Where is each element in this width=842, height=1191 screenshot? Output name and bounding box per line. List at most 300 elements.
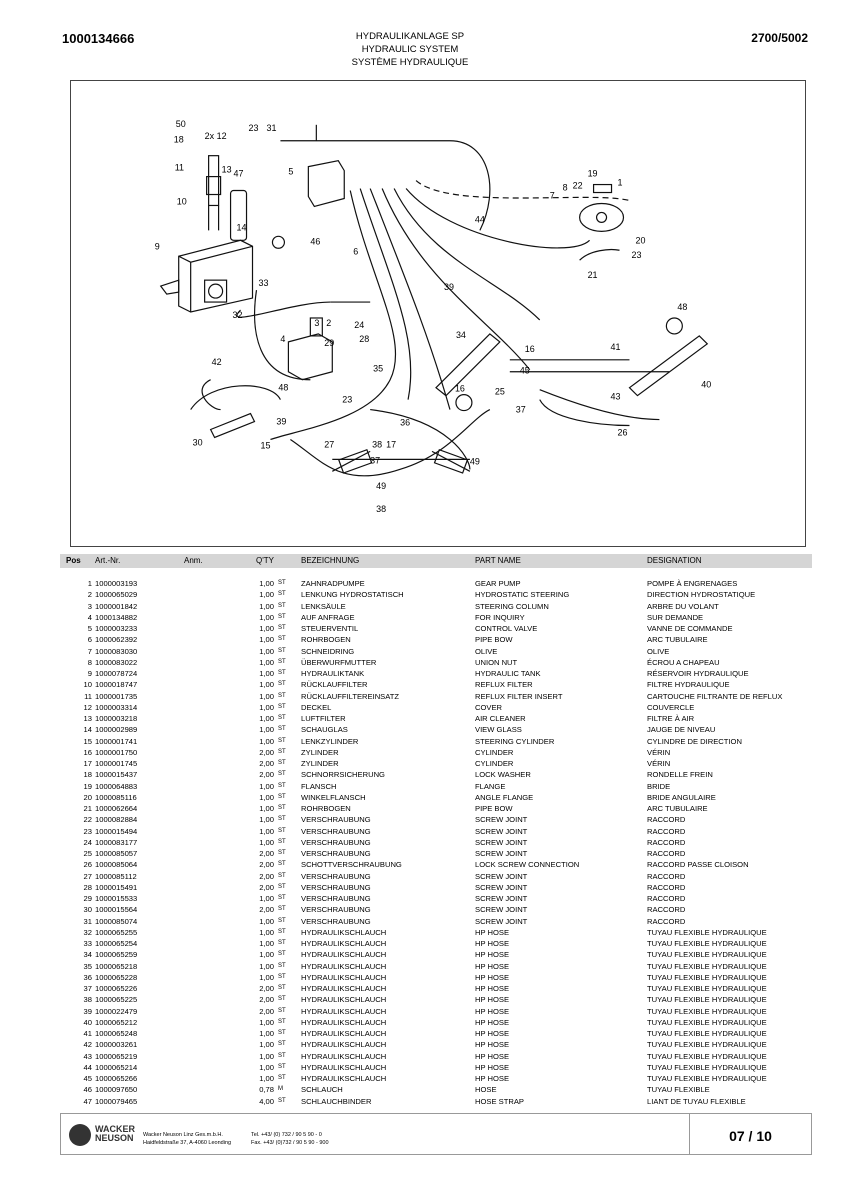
cell-de: RÜCKLAUFFILTEREINSATZ: [301, 691, 400, 701]
cell-de: ZAHNRADPUMPE: [301, 579, 365, 588]
title-de: HYDRAULIKANLAGE SP: [355, 31, 465, 42]
cell-fr: POMPE À ENGRENAGES: [647, 579, 738, 588]
cell-pos: 35: [83, 961, 92, 971]
table-row: [60, 702, 812, 713]
cell-en: SCREW JOINT: [475, 871, 528, 881]
cell-article: 1000065228: [95, 972, 138, 982]
cell-fr: BRIDE: [647, 781, 671, 791]
cell-qty: 1,00: [259, 579, 274, 588]
table-row: [60, 589, 812, 600]
cell-qty: 1,00: [259, 972, 274, 982]
cylinder-left-shape: [436, 334, 500, 396]
table-row: [60, 837, 812, 848]
cell-qty: 2,00: [259, 849, 274, 858]
cell-en: HP HOSE: [475, 927, 510, 937]
callout-44: 44: [474, 214, 485, 225]
cell-unit: ST: [278, 760, 286, 766]
cell-fr: RACCORD: [647, 882, 686, 892]
cell-qty: 1,00: [259, 646, 274, 656]
callout-23: 23: [631, 250, 642, 261]
cell-unit: ST: [278, 681, 286, 688]
cell-fr: TUYAU FLEXIBLE HYDRAULIQUE: [647, 1006, 767, 1016]
callout-33: 33: [258, 278, 269, 289]
cell-article: 1000083030: [95, 646, 138, 656]
cell-unit: ST: [278, 872, 286, 879]
callout-2: 2: [326, 317, 332, 328]
cell-unit: ST: [278, 647, 286, 654]
cell-de: HYDRAULIKSCHLAUCH: [301, 1017, 387, 1027]
cell-unit: ST: [278, 895, 286, 901]
cell-en: OLIVE: [475, 646, 498, 656]
table-row: [60, 859, 812, 870]
callout-23: 23: [248, 122, 259, 133]
table-row: [60, 578, 812, 589]
table-row: [60, 691, 812, 702]
contact-info: [251, 1131, 329, 1147]
cell-article: 1000065226: [95, 984, 138, 993]
cell-en: PIPE BOW: [475, 635, 513, 645]
cell-fr: ÉCROU A CHAPEAU: [647, 657, 720, 667]
cell-qty: 1,00: [259, 680, 274, 690]
cell-qty: 1,00: [259, 950, 274, 960]
cell-de: VERSCHRAUBUNG: [301, 882, 371, 892]
table-row: [60, 769, 812, 780]
cell-article: 1000003233: [95, 624, 138, 633]
cell-qty: 1,00: [259, 736, 274, 746]
cell-fr: RACCORD: [647, 905, 686, 915]
table-row: [60, 1073, 812, 1084]
title-fr: SYSTÈME HYDRAULIQUE: [351, 57, 469, 68]
cell-article: 1000015564: [95, 905, 138, 915]
cell-unit: ST: [278, 613, 286, 620]
cell-fr: RÉSERVOIR HYDRAULIQUE: [647, 669, 749, 678]
cell-pos: 40: [83, 1017, 92, 1027]
cell-en: AIR CLEANER: [475, 714, 526, 723]
callout-39: 39: [443, 282, 454, 293]
callout-7: 7: [549, 190, 555, 201]
cell-de: ZYLINDER: [301, 747, 339, 757]
callout-36: 36: [400, 417, 411, 428]
cell-unit: ST: [278, 1075, 286, 1081]
table-row: [60, 612, 812, 623]
cell-pos: 45: [83, 1074, 92, 1083]
cell-unit: ST: [278, 805, 286, 811]
cell-fr: RACCORD PASSE CLOISON: [647, 860, 749, 870]
callout-2x: 2x: [204, 130, 215, 141]
cell-fr: TUYAU FLEXIBLE HYDRAULIQUE: [647, 972, 767, 982]
cell-de: SCHAUGLAS: [301, 725, 348, 735]
cell-en: FOR INQUIRY: [475, 612, 525, 622]
cell-en: PIPE BOW: [475, 804, 513, 813]
table-row: [60, 916, 812, 927]
cell-article: 1000079465: [95, 1096, 138, 1106]
cell-pos: 24: [83, 837, 92, 847]
cell-qty: 1,00: [259, 1074, 274, 1083]
cell-fr: TUYAU FLEXIBLE HYDRAULIQUE: [647, 1029, 767, 1038]
cell-article: 1000134882: [95, 612, 138, 622]
col-pos: Pos: [66, 556, 81, 565]
cell-fr: ARC TUBULAIRE: [647, 804, 708, 813]
cell-pos: 36: [83, 972, 92, 982]
cell-pos: 23: [83, 826, 92, 836]
cell-qty: 2,00: [259, 882, 274, 892]
cell-de: HYDRAULIKTANK: [301, 669, 365, 678]
cell-pos: 20: [83, 792, 92, 802]
cell-pos: 9: [87, 669, 92, 678]
cell-fr: VÉRIN: [647, 759, 671, 768]
col-note: Anm.: [184, 556, 203, 565]
cell-en: HP HOSE: [475, 1074, 510, 1083]
cell-unit: ST: [278, 670, 286, 676]
cylinder-right-shape: [629, 336, 707, 396]
cell-de: VERSCHRAUBUNG: [301, 871, 371, 881]
cell-unit: ST: [278, 748, 286, 755]
cell-article: 1000003314: [95, 702, 138, 712]
callout-46: 46: [310, 236, 321, 247]
cell-qty: 2,00: [259, 905, 274, 915]
callout-5: 5: [288, 166, 294, 177]
cell-en: LOCK WASHER: [475, 770, 531, 780]
cell-en: COVER: [475, 702, 503, 712]
cell-fr: SUR DEMANDE: [647, 612, 704, 622]
callout-16: 16: [524, 343, 535, 354]
cell-unit: ST: [278, 861, 286, 868]
cell-pos: 42: [83, 1040, 92, 1050]
cell-fr: BRIDE ANGULAIRE: [647, 792, 716, 802]
table-row: [60, 848, 812, 859]
cell-pos: 7: [87, 646, 92, 656]
cell-en: HP HOSE: [475, 995, 510, 1005]
cell-fr: TUYAU FLEXIBLE HYDRAULIQUE: [647, 1051, 767, 1061]
callout-14: 14: [236, 222, 247, 233]
table-header: [60, 554, 812, 568]
cell-unit: ST: [278, 703, 286, 710]
callout-38: 38: [376, 504, 387, 515]
callout-32: 32: [232, 309, 243, 320]
fax: Fax. +43/ (0)732 / 90 5 90 - 900: [251, 1140, 329, 1146]
callout-18: 18: [173, 134, 184, 145]
cell-fr: VANNE DE COMMANDE: [647, 624, 733, 633]
cell-en: HYDROSTATIC STEERING: [475, 590, 570, 600]
callout-27: 27: [324, 439, 335, 450]
cell-en: HP HOSE: [475, 950, 510, 960]
table-row: [60, 1006, 812, 1017]
cell-article: 1000065266: [95, 1074, 138, 1083]
telephone: Tel. +43/ (0) 732 / 90 5 90 - 0: [251, 1132, 322, 1138]
cell-de: ROHRBOGEN: [301, 635, 351, 645]
cell-de: HYDRAULIKSCHLAUCH: [301, 939, 387, 948]
col-qty: Q'TY: [256, 556, 274, 565]
cell-pos: 11: [84, 691, 92, 701]
cell-en: GEAR PUMP: [475, 579, 521, 588]
table-row: [60, 781, 812, 792]
cell-article: 1000001735: [95, 691, 138, 701]
cell-de: HYDRAULIKSCHLAUCH: [301, 1062, 387, 1072]
cell-fr: ARBRE DU VOLANT: [647, 601, 719, 611]
cell-unit: ST: [278, 692, 286, 699]
cell-pos: 22: [83, 815, 92, 825]
table-row: [60, 634, 812, 645]
table-row: [60, 601, 812, 612]
cell-de: AUF ANFRAGE: [301, 612, 355, 622]
callout-47: 47: [233, 168, 244, 179]
cell-en: ANGLE FLANGE: [475, 792, 534, 802]
callout-30: 30: [192, 437, 203, 448]
cell-fr: RACCORD: [647, 837, 686, 847]
callout-9: 9: [154, 241, 160, 252]
cell-en: HP HOSE: [475, 1051, 510, 1061]
table-row: [60, 1096, 812, 1107]
callout-11: 11: [174, 162, 185, 173]
col-article: Art.-Nr.: [95, 556, 121, 565]
cell-en: HP HOSE: [475, 1062, 510, 1072]
cell-de: SCHLAUCHBINDER: [301, 1096, 372, 1106]
cell-de: HYDRAULIKSCHLAUCH: [301, 961, 387, 971]
table-row: [60, 871, 812, 882]
cell-qty: 1,00: [259, 691, 274, 701]
cell-pos: 29: [83, 894, 92, 903]
cell-unit: ST: [278, 771, 286, 778]
cell-article: 1000065248: [95, 1029, 138, 1038]
cell-pos: 3: [87, 601, 92, 611]
cell-en: FLANGE: [475, 781, 506, 791]
cell-article: 1000065255: [95, 927, 138, 937]
cell-pos: 34: [83, 950, 92, 960]
cell-de: VERSCHRAUBUNG: [301, 894, 371, 903]
table-row: [60, 882, 812, 893]
cell-fr: TUYAU FLEXIBLE HYDRAULIQUE: [647, 961, 767, 971]
cell-de: HYDRAULIKSCHLAUCH: [301, 984, 387, 993]
page-title: [260, 30, 560, 69]
cell-de: STEUERVENTIL: [301, 624, 359, 633]
cell-unit: ST: [278, 827, 286, 834]
cell-de: VERSCHRAUBUNG: [301, 815, 371, 825]
cell-en: SCREW JOINT: [475, 837, 528, 847]
table-row: [60, 657, 812, 668]
cell-de: LUFTFILTER: [301, 714, 346, 723]
cell-de: LENKZYLINDER: [301, 736, 359, 746]
cell-qty: 2,00: [259, 747, 274, 757]
cell-de: ROHRBOGEN: [301, 804, 351, 813]
cell-pos: 4: [87, 612, 92, 622]
cell-en: REFLUX FILTER: [475, 680, 533, 690]
cell-pos: 37: [83, 984, 92, 993]
callout-17: 17: [386, 439, 397, 450]
cell-pos: 14: [83, 725, 92, 735]
cell-en: STEERING COLUMN: [475, 601, 549, 611]
cell-unit: ST: [278, 793, 286, 800]
logo-text: [95, 1125, 135, 1143]
cell-fr: RACCORD: [647, 916, 686, 926]
table-row: [60, 1028, 812, 1039]
cell-pos: 47: [83, 1096, 92, 1106]
cell-de: HYDRAULIKSCHLAUCH: [301, 1029, 387, 1038]
cell-qty: 1,00: [259, 624, 274, 633]
cell-qty: 1,00: [259, 725, 274, 735]
callout-40: 40: [701, 379, 712, 390]
tank-shape: [179, 240, 253, 312]
cell-article: 1000015494: [95, 826, 138, 836]
table-row: [60, 1017, 812, 1028]
street-address: Haidfeldstraße 37, A-4060 Leonding: [143, 1140, 232, 1146]
cell-qty: 1,00: [259, 826, 274, 836]
cell-pos: 27: [83, 871, 92, 881]
cell-pos: 6: [87, 635, 92, 645]
cell-fr: TUYAU FLEXIBLE HYDRAULIQUE: [647, 939, 767, 948]
cell-unit: ST: [278, 1007, 286, 1014]
page-footer: [60, 1113, 812, 1155]
table-row: [60, 927, 812, 938]
cell-qty: 1,00: [259, 1062, 274, 1072]
cell-fr: TUYAU FLEXIBLE HYDRAULIQUE: [647, 1062, 767, 1072]
callout-29: 29: [324, 337, 335, 348]
cell-en: HOSE STRAP: [475, 1096, 524, 1106]
cell-pos: 10: [83, 680, 92, 690]
cell-de: LENKUNG HYDROSTATISCH: [301, 590, 404, 600]
cell-fr: TUYAU FLEXIBLE HYDRAULIQUE: [647, 1017, 767, 1027]
cell-en: HYDRAULIC TANK: [475, 669, 541, 678]
table-row: [60, 904, 812, 915]
cell-en: HP HOSE: [475, 961, 510, 971]
table-row: [60, 1051, 812, 1062]
cell-article: 1000065218: [95, 961, 138, 971]
cell-article: 1000065029: [95, 590, 138, 600]
cell-article: 1000001750: [95, 747, 138, 757]
cell-en: UNION NUT: [475, 657, 518, 667]
callout-45: 45: [519, 365, 530, 376]
callout-34: 34: [455, 329, 466, 340]
cell-pos: 46: [83, 1085, 92, 1095]
cell-fr: CYLINDRE DE DIRECTION: [647, 736, 742, 746]
cell-unit: ST: [278, 636, 286, 643]
pump-shape: [580, 203, 624, 231]
cell-en: LOCK SCREW CONNECTION: [475, 860, 580, 870]
cell-pos: 41: [83, 1029, 92, 1038]
cell-pos: 13: [83, 714, 92, 723]
table-row: [60, 893, 812, 904]
cell-unit: ST: [278, 973, 286, 980]
cell-fr: TUYAU FLEXIBLE HYDRAULIQUE: [647, 984, 767, 993]
cell-fr: TUYAU FLEXIBLE HYDRAULIQUE: [647, 927, 767, 937]
cell-de: RÜCKLAUFFILTER: [301, 680, 368, 690]
table-row: [60, 724, 812, 735]
cell-unit: ST: [278, 591, 286, 598]
callout-13: 13: [221, 164, 232, 175]
callout-6: 6: [353, 246, 359, 257]
callout-10: 10: [176, 196, 187, 207]
cell-fr: COUVERCLE: [647, 702, 695, 712]
cell-article: 1000078724: [95, 669, 138, 678]
cell-unit: ST: [278, 883, 286, 890]
cell-pos: 44: [83, 1062, 92, 1072]
callout-37: 37: [515, 404, 526, 415]
cell-de: ZYLINDER: [301, 759, 339, 768]
cell-qty: 1,00: [259, 1040, 274, 1050]
callout-22: 22: [572, 180, 583, 191]
cell-qty: 1,00: [259, 927, 274, 937]
cell-article: 1000085074: [95, 916, 138, 926]
cell-article: 1000003218: [95, 714, 138, 723]
callout-49: 49: [376, 481, 387, 492]
callout-28: 28: [359, 333, 370, 344]
cell-qty: 1,00: [259, 792, 274, 802]
cell-unit: ST: [278, 715, 286, 721]
cell-qty: 1,00: [259, 804, 274, 813]
cell-article: 1000018747: [95, 680, 138, 690]
callout-49: 49: [469, 456, 480, 467]
cell-pos: 5: [87, 624, 92, 633]
cell-article: 1000022479: [95, 1006, 138, 1016]
cell-en: HP HOSE: [475, 1017, 510, 1027]
cell-article: 1000065219: [95, 1051, 138, 1061]
cell-article: 1000083177: [95, 837, 138, 847]
cell-de: HYDRAULIKSCHLAUCH: [301, 995, 387, 1005]
col-en: PART NAME: [475, 556, 521, 565]
cell-pos: 17: [83, 759, 92, 768]
cell-pos: 1: [87, 579, 92, 588]
cell-unit: ST: [278, 726, 286, 733]
table-row: [60, 1084, 812, 1095]
cell-article: 1000097650: [95, 1085, 138, 1095]
cell-fr: TUYAU FLEXIBLE HYDRAULIQUE: [647, 950, 767, 960]
cell-unit: ST: [278, 737, 286, 744]
cell-fr: RACCORD: [647, 894, 686, 903]
cell-de: SCHLAUCH: [301, 1085, 343, 1095]
callout-38: 38: [372, 439, 383, 450]
cell-unit: ST: [278, 985, 286, 991]
cell-article: 1000003261: [95, 1040, 138, 1050]
cell-article: 1000001741: [95, 736, 138, 746]
cell-en: SCREW JOINT: [475, 905, 528, 915]
cell-en: SCREW JOINT: [475, 815, 528, 825]
cell-fr: FILTRE À AIR: [647, 714, 695, 723]
cell-de: VERSCHRAUBUNG: [301, 849, 371, 858]
cell-fr: JAUGE DE NIVEAU: [647, 725, 716, 735]
cell-pos: 2: [87, 590, 92, 600]
cell-fr: TUYAU FLEXIBLE HYDRAULIQUE: [647, 995, 767, 1005]
cell-pos: 32: [83, 927, 92, 937]
cell-article: 1000062392: [95, 635, 138, 645]
cell-pos: 19: [83, 781, 92, 791]
cell-unit: ST: [278, 1052, 286, 1059]
cell-unit: ST: [278, 1018, 286, 1025]
cell-en: HP HOSE: [475, 939, 510, 948]
cell-fr: RACCORD: [647, 849, 686, 858]
table-row: [60, 972, 812, 983]
callout-42: 42: [211, 356, 222, 367]
cell-qty: 2,00: [259, 995, 274, 1005]
table-row: [60, 826, 812, 837]
title-en: HYDRAULIC SYSTEM: [361, 44, 459, 55]
table-row: [60, 803, 812, 814]
cell-de: HYDRAULIKSCHLAUCH: [301, 1040, 387, 1050]
cell-pos: 15: [83, 736, 92, 746]
cell-unit: ST: [278, 838, 286, 845]
cell-en: VIEW GLASS: [475, 725, 522, 735]
cell-en: SCREW JOINT: [475, 826, 528, 836]
cell-article: 1000065212: [95, 1017, 138, 1027]
callout-21: 21: [587, 270, 598, 281]
cell-pos: 30: [83, 905, 92, 915]
cell-de: SCHOTTVERSCHRAUBUNG: [301, 860, 402, 870]
callout-23: 23: [342, 394, 353, 405]
cell-unit: ST: [278, 625, 286, 631]
page-number: 07 / 10: [729, 1128, 772, 1144]
cell-pos: 12: [83, 702, 92, 712]
cell-article: 1000085112: [95, 871, 137, 881]
cell-unit: ST: [278, 658, 286, 665]
cell-en: CYLINDER: [475, 759, 514, 768]
